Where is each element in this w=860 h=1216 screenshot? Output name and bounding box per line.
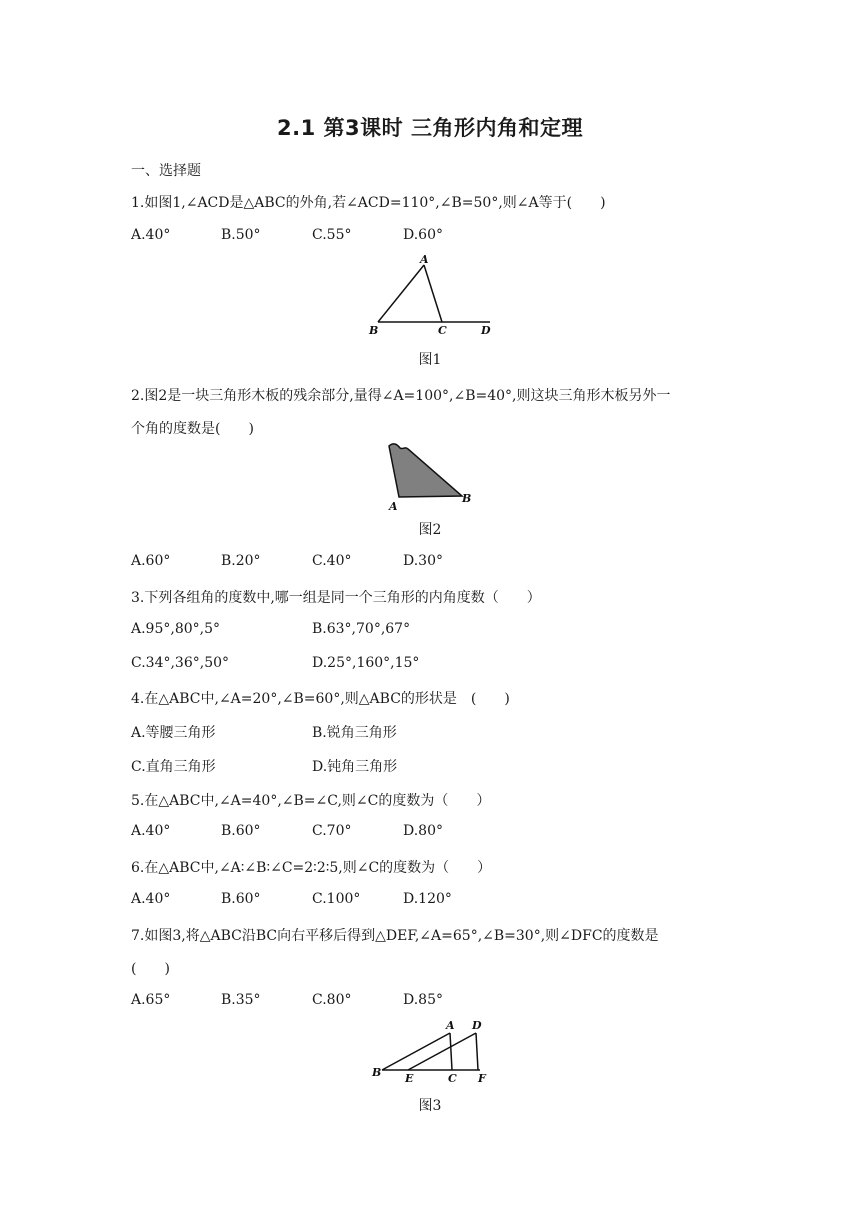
q3-option-c: C.34°,36°,50° <box>131 655 230 671</box>
figure-3-caption: 图3 <box>418 1098 442 1114</box>
q3-option-b: B.63°,70°,67° <box>312 621 411 637</box>
label-f: F <box>478 1072 486 1085</box>
q7-option-d: D.85° <box>403 992 443 1008</box>
board-shape <box>389 444 462 497</box>
q2-option-b: B.20° <box>221 553 261 569</box>
label-c: C <box>438 324 447 337</box>
label-a: A <box>446 1019 455 1032</box>
q1-option-c: C.55° <box>312 227 352 243</box>
q6-option-c: C.100° <box>312 891 361 907</box>
figure-1-triangle <box>360 250 500 340</box>
q5-option-c: C.70° <box>312 823 352 839</box>
label-e: E <box>405 1072 414 1085</box>
label-a: A <box>420 253 429 266</box>
q6-option-b: B.60° <box>221 891 261 907</box>
q7-option-a: A.65° <box>131 992 171 1008</box>
q6-option-d: D.120° <box>403 891 452 907</box>
figure-1-caption: 图1 <box>418 352 442 368</box>
q2-option-d: D.30° <box>403 553 443 569</box>
question-7-stem-line1: 7.如图3,将△ABC沿BC向右平移后得到△DEF,∠A=65°,∠B=30°,则∠DFC的度数是 <box>131 928 659 944</box>
label-c: C <box>448 1072 457 1085</box>
label-a: A <box>389 500 398 513</box>
q5-option-d: D.80° <box>403 823 443 839</box>
q1-option-a: A.40° <box>131 227 171 243</box>
figure-3-translation <box>360 1015 505 1090</box>
side-ac <box>424 265 442 322</box>
q5-option-a: A.40° <box>131 823 171 839</box>
section-heading: 一、选择题 <box>131 163 201 179</box>
question-1-stem: 1.如图1,∠ACD是△ABC的外角,若∠ACD=110°,∠B=50°,则∠A等于( ) <box>131 195 606 211</box>
q1-option-b: B.50° <box>221 227 261 243</box>
question-2-stem-line1: 2.图2是一块三角形木板的残余部分,量得∠A=100°,∠B=40°,则这块三角形木板另外一 <box>131 388 671 404</box>
question-6-stem: 6.在△ABC中,∠A∶∠B∶∠C=2∶2∶5,则∠C的度数为（ ） <box>131 860 492 876</box>
q7-option-b: B.35° <box>221 992 261 1008</box>
q7-option-c: C.80° <box>312 992 352 1008</box>
q6-option-a: A.40° <box>131 891 171 907</box>
q4-option-b: B.锐角三角形 <box>312 725 397 741</box>
q3-option-d: D.25°,160°,15° <box>312 655 420 671</box>
label-d: D <box>481 324 491 337</box>
label-d: D <box>472 1019 482 1032</box>
question-2-stem-line2: 个角的度数是( ) <box>131 421 254 437</box>
question-5-stem: 5.在△ABC中,∠A=40°,∠B=∠C,则∠C的度数为（ ） <box>131 793 491 809</box>
question-7-stem-line2: ( ) <box>131 961 170 977</box>
question-3-stem: 3.下列各组角的度数中,哪一组是同一个三角形的内角度数（ ） <box>131 590 541 606</box>
label-b: B <box>462 492 472 505</box>
question-4-stem: 4.在△ABC中,∠A=20°,∠B=60°,则△ABC的形状是 ( ) <box>131 691 510 707</box>
q4-option-a: A.等腰三角形 <box>131 725 216 741</box>
figure-2-board <box>378 440 478 515</box>
label-b: B <box>372 1066 382 1079</box>
q4-option-c: C.直角三角形 <box>131 759 216 775</box>
side-ab <box>378 265 424 322</box>
page-title: 2.1 第3课时 三角形内角和定理 <box>277 116 583 140</box>
side-ab <box>382 1033 450 1070</box>
q3-option-a: A.95°,80°,5° <box>131 621 220 637</box>
figure-2-caption: 图2 <box>418 522 442 538</box>
side-de <box>408 1033 476 1070</box>
q2-option-a: A.60° <box>131 553 171 569</box>
q5-option-b: B.60° <box>221 823 261 839</box>
q4-option-d: D.钝角三角形 <box>312 759 398 775</box>
side-ac <box>450 1033 452 1070</box>
q2-option-c: C.40° <box>312 553 352 569</box>
label-b: B <box>369 324 379 337</box>
q1-option-d: D.60° <box>403 227 443 243</box>
side-df <box>476 1033 478 1070</box>
